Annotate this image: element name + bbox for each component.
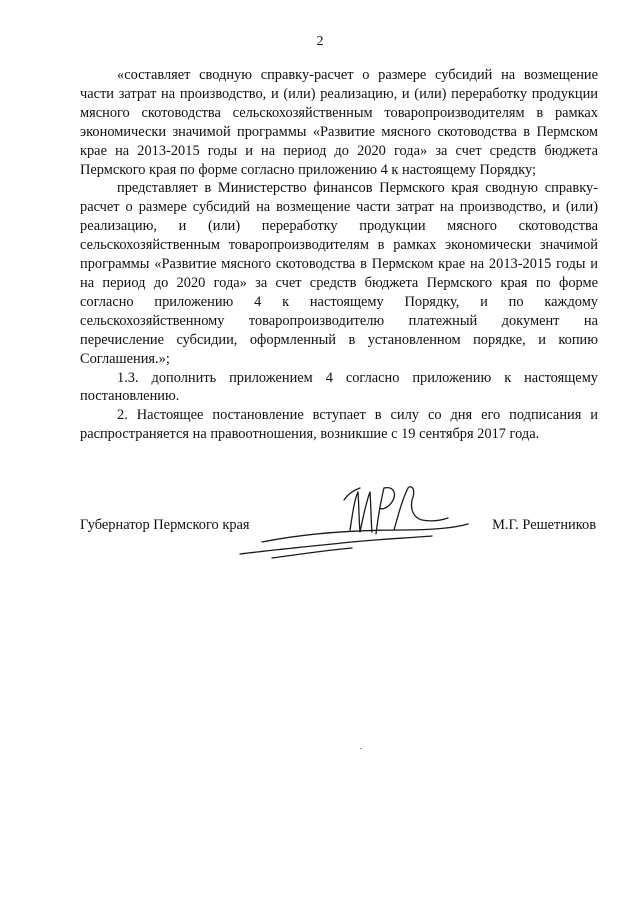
signatory-name: М.Г. Решетников bbox=[492, 517, 596, 533]
paragraph-amendment-1-3: 1.3. дополнить приложением 4 согласно приложению к настоящему постановлению. bbox=[80, 369, 598, 405]
paragraph-effective-date: 2. Настоящее постановление вступает в силу со дня его подписания и распространяется на правоотношения, возникшие с 19 сентября 2017 года. bbox=[80, 407, 598, 443]
document-body bbox=[80, 66, 598, 444]
signatory-title: Губернатор Пермского края bbox=[80, 517, 250, 533]
signature-block bbox=[80, 516, 598, 536]
page-number: 2 bbox=[316, 34, 324, 49]
paragraph-summary-report: «составляет сводную справку-расчет о размере субсидий на возмещение части затрат на производство, и (или) реализацию, и (или) переработку продукции мясного скотоводства сельскохозяйственным товаропроизводителям в рамках экономически значимой программы «Развитие мясного скотоводства в Пермском крае на 2013-2015 годы и на период до 2020 года» за счет средств бюджета Пермского края по форме согласно приложению 4 к настоящему Порядку; bbox=[80, 67, 598, 178]
paragraph-submission-to-ministry: представляет в Министерство финансов Пермского края сводную справку-расчет о размере субсидий на возмещение части затрат на производство, и (или) реализацию, и (или) переработку продукции мясного скотоводства сельскохозяйственным товаропроизводителям в рамках экономически значимой программы «Развитие мясного скотоводства в Пермском крае на 2013-2015 годы и на период до 2020 года» за счет средств бюджета Пермского края по форме согласно приложению 4 к настоящему Порядку, и по каждому сельскохозяйственному товаропроизводителю платежный документ на перечисление субсидии, оформленный в установленном порядке, и копию Соглашения.»; bbox=[80, 180, 598, 367]
scan-speck bbox=[360, 748, 362, 749]
